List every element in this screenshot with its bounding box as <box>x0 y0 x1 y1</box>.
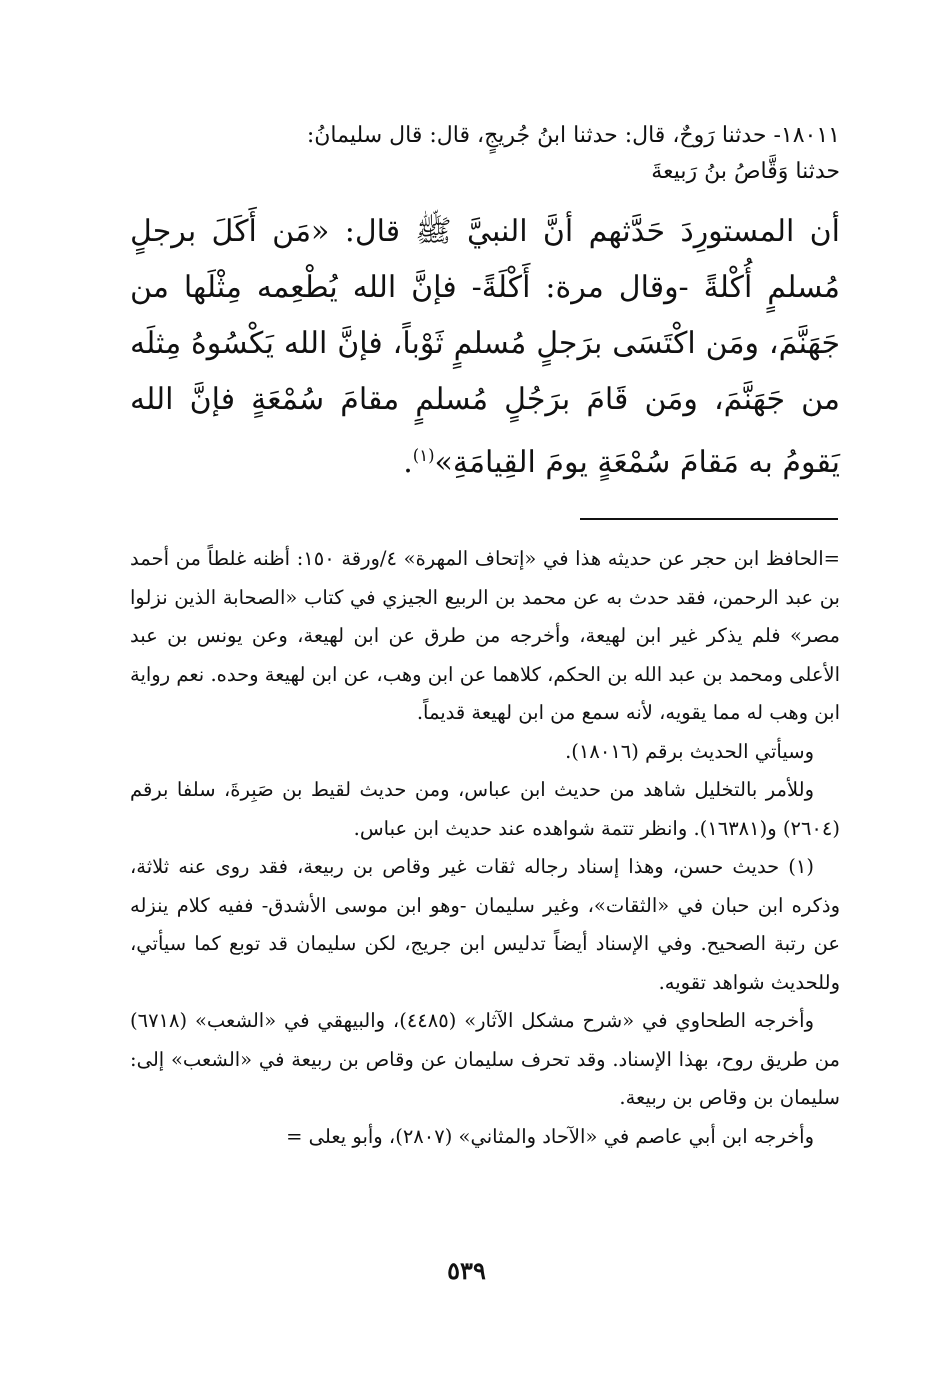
footnote-paragraph-4: (١) حديث حسن، وهذا إسناد رجاله ثقات غير وقاص بن ربيعة، فقد روى عنه ثلاثة، وذكره ابن حبان في «الثقات»، وغير سليمان -وهو ابن موسى الأشدق- ففيه كلام ينزله عن رتبة الصحيح. وفي الإسناد أيضاً تدليس ابن جريج، لكن سليمان قد توبع كما سيأتي، وللحديث شواهد تقويه. <box>130 855 840 994</box>
matn-end: . <box>403 445 413 480</box>
isnad-line-2: حدثنا وَقَّاصُ بنُ رَبيعةَ <box>651 159 840 184</box>
footnotes-section <box>130 540 840 1156</box>
hadith-matn <box>130 204 840 491</box>
hadith-block <box>130 118 840 491</box>
footnote-paragraph-3: وللأمر بالتخليل شاهد من حديث ابن عباس، ومن حديث لقيط بن صَبِرةَ، سلفا برقم (٢٦٠٤) و(١٦٣٨١). وانظر تتمة شواهده عند حديث ابن عباس. <box>130 778 840 840</box>
footnote-paragraph-2: وسيأتي الحديث برقم (١٨٠١٦). <box>565 739 814 763</box>
matn-text: أن المستورِدَ حَدَّثهم أنَّ النبيَّ ﷺ قال: «مَن أَكَلَ برجلٍ مُسلمٍ أُكْلةً -وقال مرة: أَكْلَةً- فإنَّ الله يُطْعِمه مِثْلَها من جَهَنَّمَ، ومَن اكْتَسَى برَجلٍ مُسلمٍ ثَوْباً، فإنَّ الله يَكْسُوهُ مِثلَه من جَهَنَّمَ، ومَن قَامَ برَجُلٍ مُسلمٍ مقامَ سُمْعَةٍ فإنَّ الله يَقومُ به مَقامَ سُمْعَةٍ يومَ القِيامَةِ» <box>130 214 840 480</box>
footnote-paragraph-5: وأخرجه الطحاوي في «شرح مشكل الآثار» (٤٤٨٥)، والبيهقي في «الشعب» (٦٧١٨) من طريق روح، بهذا الإسناد. وقد تحرف سليمان عن وقاص بن ربيعة في «الشعب» إلى: سليمان بن وقاص بن ربيعة. <box>130 1009 840 1109</box>
footnote-marker: (١) <box>412 446 435 465</box>
page-number: ٥٣٩ <box>447 1256 486 1285</box>
hadith-isnad <box>130 118 840 190</box>
isnad-line-1: ١٨٠١١- حدثنا رَوحٌ، قال: حدثنا ابنُ جُريجٍ، قال: قال سليمانُ: <box>306 123 840 148</box>
footnote-paragraph-6: وأخرجه ابن أبي عاصم في «الآحاد والمثاني» (٢٨٠٧)، وأبو يعلى = <box>286 1124 814 1148</box>
footnote-separator <box>580 518 838 520</box>
footnote-paragraph-1: =الحافظ ابن حجر عن حديثه هذا في «إتحاف المهرة» ٤/ورقة ١٥٠: أظنه غلطاً من أحمد بن عبد الرحمن، فقد حدث به عن محمد بن الربيع الجيزي في كتاب «الصحابة الذين نزلوا مصر» فلم يذكر غير ابن لهيعة، وأخرجه من طرق عن ابن لهيعة، وعن يونس بن عبد الأعلى ومحمد بن عبد الله بن الحكم، كلاهما عن ابن وهب، عن ابن لهيعة وحده. نعم رواية ابن وهب له مما يقويه، لأنه سمع من ابن لهيعة قديماً. <box>130 547 840 724</box>
